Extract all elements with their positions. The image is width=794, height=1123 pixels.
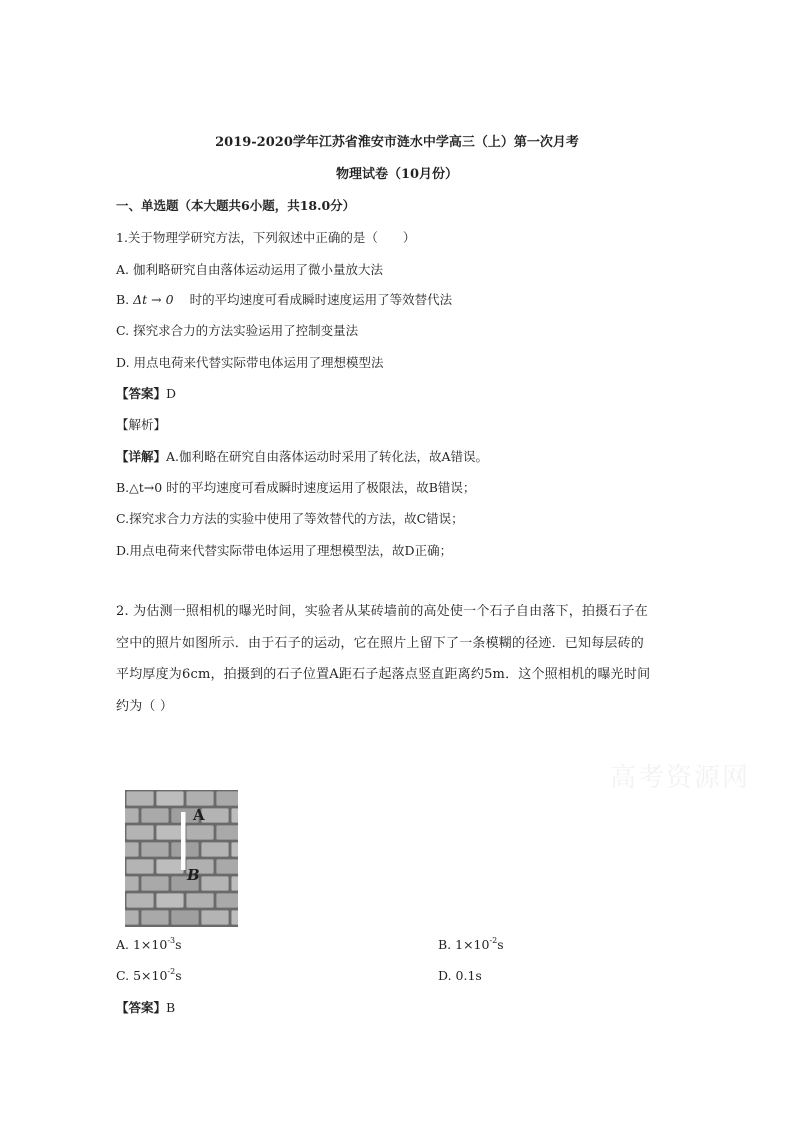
- section-heading: 一、单选题（本大题共6小题，共18.0分）: [116, 198, 356, 213]
- watermark: 高考资源网: [610, 763, 751, 793]
- q1-answer-label: 【答案】: [116, 386, 167, 401]
- brick: [186, 825, 214, 840]
- q2-option-a-exp: -3: [167, 935, 176, 945]
- exam-title-line2: 物理试卷（10月份）: [335, 167, 459, 182]
- q2-stem: [116, 596, 686, 722]
- figure-label-b: B: [187, 866, 200, 884]
- q1-stem: 1.关于物理学研究方法，下列叙述中正确的是（ ）: [116, 230, 416, 245]
- brick: [201, 910, 229, 925]
- q1-detail-a: [116, 449, 488, 465]
- brick: [126, 859, 154, 874]
- brick: [201, 876, 229, 891]
- q1-option-b-math: Δt → 0: [133, 292, 174, 307]
- brick: [156, 893, 184, 908]
- brick: [141, 842, 169, 857]
- brick: [141, 876, 169, 891]
- q1-option-b-prefix: B.: [116, 292, 134, 307]
- q1-option-b: [116, 292, 452, 308]
- q2-option-b: [438, 937, 504, 953]
- q2-option-b-unit: s: [497, 937, 504, 952]
- q2-stem-line3: 平均厚度为6cm，拍摄到的石子位置A距石子起落点竖直距离约5m．这个照相机的曝光时间: [116, 667, 651, 682]
- brick: [186, 791, 214, 806]
- q2-option-c: [116, 968, 182, 984]
- q2-stem-line1: 2. 为估测一照相机的曝光时间，实验者从某砖墙前的高处使一个石子自由落下，拍摄石子在: [116, 604, 648, 619]
- q1-detail-b: B.△t→0 时的平均速度可看成瞬时速度运用了极限法，故B错误；: [116, 480, 476, 495]
- q1-answer-value: D: [166, 386, 177, 401]
- brick: [231, 842, 238, 857]
- exam-title-line1: 2019-2020学年江苏省淮安市涟水中学高三（上）第一次月考: [215, 135, 579, 150]
- brick-wall-image: [125, 790, 238, 927]
- q1-option-c: C. 探究求合力的方法实验运用了控制变量法: [116, 323, 359, 338]
- brick: [156, 859, 184, 874]
- brick-wall-photo: [125, 790, 238, 927]
- q1-analysis-label: 【解析】: [116, 417, 167, 432]
- q2-answer: [116, 1000, 175, 1016]
- q2-answer-value: B: [166, 1000, 176, 1015]
- brick: [201, 842, 229, 857]
- q2-option-b-exp: -2: [489, 935, 498, 945]
- q2-option-b-prefix: B. 1×10: [438, 937, 490, 952]
- brick: [186, 893, 214, 908]
- q2-answer-label: 【答案】: [116, 1000, 167, 1015]
- q2-stem-line2: 空中的照片如图所示．由于石子的运动，它在照片上留下了一条模糊的径迹．已知每层砖的: [116, 635, 645, 651]
- brick: [231, 808, 238, 823]
- brick: [216, 893, 238, 908]
- q2-option-c-exp: -2: [167, 966, 176, 976]
- q2-stem-line4: 约为（ ）: [116, 698, 174, 714]
- q1-option-a: A. 伽利略研究自由落体运动运用了微小量放大法: [116, 262, 383, 277]
- q2-option-c-prefix: C. 5×10: [116, 968, 168, 983]
- brick: [141, 910, 169, 925]
- brick: [125, 808, 139, 823]
- brick: [126, 893, 154, 908]
- q1-detail-a-text: A.伽利略在研究自由落体运动时采用了转化法，故A错误。: [166, 449, 489, 464]
- q2-option-a: [116, 937, 182, 953]
- q1-answer: [116, 386, 176, 402]
- brick: [126, 791, 154, 806]
- brick: [216, 825, 238, 840]
- brick: [216, 791, 238, 806]
- q1-detail-d: D.用点电荷来代替实际带电体运用了理想模型法，故D正确；: [116, 543, 453, 558]
- q2-option-d: D. 0.1s: [438, 968, 482, 983]
- brick: [126, 825, 154, 840]
- brick: [231, 910, 238, 925]
- brick: [171, 910, 199, 925]
- q1-option-b-text: 时的平均速度可看成瞬时速度运用了等效替代法: [189, 292, 453, 307]
- q1-option-d: D. 用点电荷来代替实际带电体运用了理想模型法: [116, 355, 384, 370]
- figure-label-a: A: [193, 806, 205, 824]
- brick: [125, 842, 139, 857]
- brick: [125, 876, 139, 891]
- q2-option-a-prefix: A. 1×10: [116, 937, 168, 952]
- q2-option-c-unit: s: [175, 968, 182, 983]
- brick: [141, 808, 169, 823]
- brick: [156, 825, 184, 840]
- brick: [216, 859, 238, 874]
- q1-detail-c: C.探究求合力方法的实验中使用了等效替代的方法，故C错误；: [116, 511, 464, 526]
- brick: [201, 808, 229, 823]
- brick: [231, 876, 238, 891]
- brick: [125, 910, 139, 925]
- q2-option-a-unit: s: [175, 937, 182, 952]
- q1-detail-label: 【详解】: [116, 449, 167, 464]
- brick: [156, 791, 184, 806]
- stone-streak: [181, 812, 186, 870]
